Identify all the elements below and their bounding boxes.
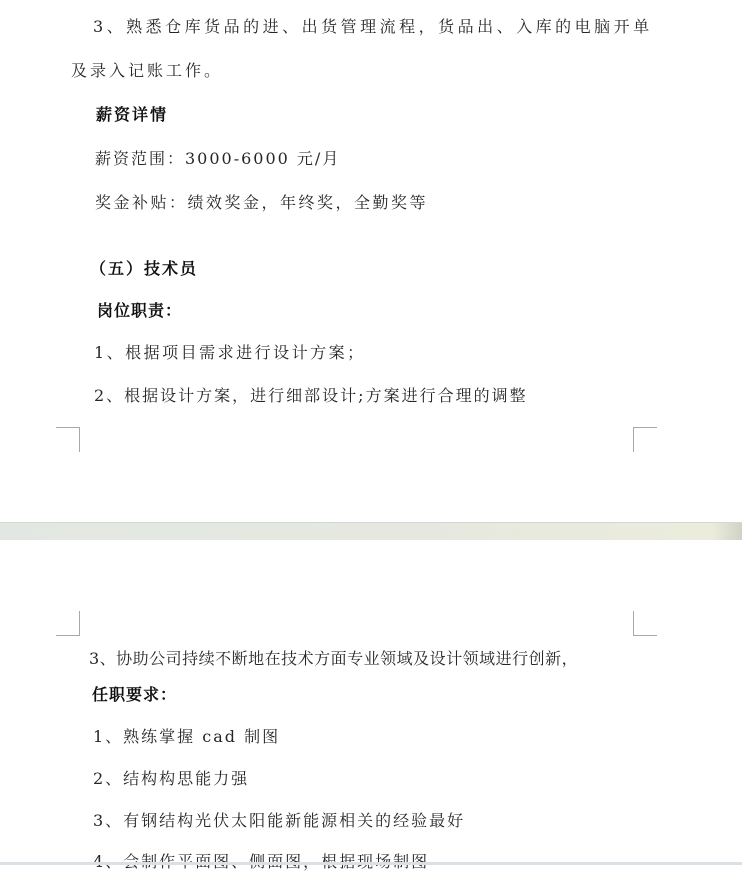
paragraph-warehouse-line1[interactable]: 3、熟悉仓库货品的进、出货管理流程，货品出、入库的电脑开单 bbox=[93, 17, 653, 36]
page2-top-left-margin-mark bbox=[56, 611, 80, 636]
paragraph-requirement-2[interactable]: 2、结构构思能力强 bbox=[93, 769, 250, 788]
heading-salary-details[interactable]: 薪资详情 bbox=[96, 105, 169, 124]
heading-position-technician[interactable]: （五）技术员 bbox=[90, 259, 199, 278]
paragraph-requirement-3[interactable]: 3、有钢结构光伏太阳能新能源相关的经验最好 bbox=[93, 811, 466, 830]
paragraph-warehouse-line2[interactable]: 及录入记账工作。 bbox=[71, 61, 224, 80]
page-2[interactable] bbox=[0, 540, 742, 865]
heading-job-duties[interactable]: 岗位职责： bbox=[97, 301, 183, 320]
paragraph-duty-2[interactable]: 2、根据设计方案，进行细部设计;方案进行合理的调整 bbox=[94, 386, 528, 405]
paragraph-duty-3[interactable]: 3、协助公司持续不断地在技术方面专业领域及设计领域进行创新， bbox=[89, 649, 579, 668]
page2-top-right-margin-mark bbox=[633, 611, 657, 636]
paragraph-duty-1[interactable]: 1、根据项目需求进行设计方案； bbox=[94, 343, 366, 362]
page-break-gap bbox=[0, 522, 742, 541]
page1-bottom-right-margin-mark bbox=[633, 427, 657, 452]
paragraph-bonus[interactable]: 奖金补贴：绩效奖金，年终奖，全勤奖等 bbox=[95, 193, 429, 212]
page1-bottom-left-margin-mark bbox=[56, 427, 80, 452]
paragraph-requirement-1[interactable]: 1、熟练掌握 cad 制图 bbox=[93, 727, 281, 746]
heading-job-requirements[interactable]: 任职要求： bbox=[92, 685, 178, 704]
paragraph-salary-range[interactable]: 薪资范围：3000-6000 元/月 bbox=[95, 149, 341, 168]
